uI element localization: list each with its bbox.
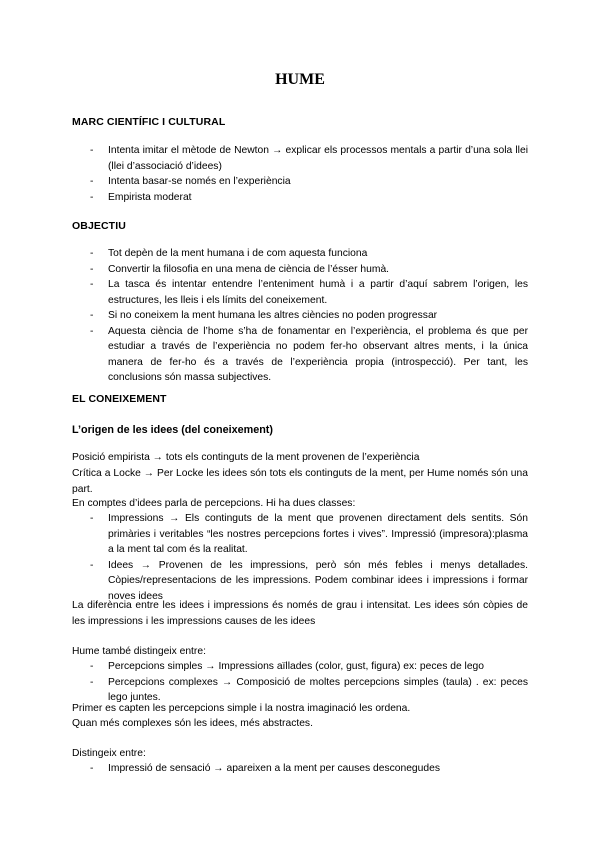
- list-item: - Percepcions simples → Impressions aïllades (color, gust, figura) ex: peces de lego: [90, 661, 485, 672]
- list-item: - La tasca és intentar entendre l’enteniment humà i a partir d’aquí sabrem l’origen, les estructures, les lleis i els límits del coneixement.: [90, 279, 528, 306]
- list-percepcions: [72, 511, 528, 604]
- list-item: - Convertir la filosofia en una mena de ciència de l’ésser humà.: [90, 263, 390, 275]
- page-title: HUME: [275, 71, 325, 88]
- list-item: - Intenta imitar el mètode de Newton → explicar els processos mentals a partir d’una sola llei (llei d’associació d’idees): [90, 145, 528, 172]
- list-item: - Empirista moderat: [90, 191, 192, 203]
- section-heading-coneixement: EL CONEIXEMENT: [72, 393, 167, 405]
- paragraph: Primer es capten les percepcions simple i la nostra imaginació les ordena.: [72, 703, 411, 714]
- list-item: - Impressions → Els continguts de la ment que provenen directament dels sentits. Són primàries i veritables “les nostres percepcions fortes i vives”. Impressió (impresora):plasma a la ment tal com és la realitat.: [90, 513, 528, 555]
- list-item: - Impressió de sensació → apareixen a la ment per causes desconegudes: [90, 763, 440, 774]
- paragraph: Crítica a Locke → Per Locke les idees són tots els continguts de la ment, per Hume només són una part.: [72, 468, 528, 495]
- paragraph: La diferència entre les idees i impressions és només de grau i intensitat. Les idees són còpies de les impressions i les impressions causes de les idees: [72, 600, 528, 627]
- list-item: - Tot depèn de la ment humana i de com aquesta funciona: [90, 248, 368, 259]
- list-impressions: [72, 761, 528, 777]
- section-heading-marc: MARC CIENTÍFIC I CULTURAL: [72, 116, 226, 128]
- list-marc: [72, 143, 528, 205]
- paragraph: Posició empirista → tots els continguts de la ment provenen de l’experiència: [72, 452, 420, 463]
- paragraph: Distingeix entre:: [72, 748, 146, 759]
- paragraph: En comptes d’idees parla de percepcions. Hi ha dues classes:: [72, 498, 356, 509]
- paragraph: Quan més complexes són les idees, més abstractes.: [72, 718, 313, 729]
- list-item: - Si no coneixem la ment humana les altres ciències no poden progressar: [90, 310, 438, 321]
- list-objectiu: [72, 246, 528, 386]
- section-heading-objectiu: OBJECTIU: [72, 220, 126, 232]
- paragraph: Hume també distingeix entre:: [72, 646, 206, 657]
- list-item: - Intenta basar-se només en l’experiència: [90, 176, 291, 187]
- list-item: - Percepcions complexes → Composició de moltes percepcions simples (taula) . ex: peces lego juntes.: [90, 676, 528, 703]
- subheading-origen: L’origen de les idees (del coneixement): [72, 424, 274, 436]
- list-item: - Aquesta ciència de l’home s’ha de fonamentar en l’experiència, el problema és que per estudiar a través de l’experiència no podem fer-ho observant altres ments, i la única manera de fer-ho és a través de l’experiència propia (introspecció). Per tant, les conclusions són massa subjectives.: [90, 325, 528, 383]
- list-percepcions-tipus: [72, 659, 528, 706]
- list-item: - Idees → Provenen de les impressions, però són més febles i menys detallades. Còpies/representacions de les impressions. Podem combinar idees i impressions i formar noves idees: [90, 559, 528, 602]
